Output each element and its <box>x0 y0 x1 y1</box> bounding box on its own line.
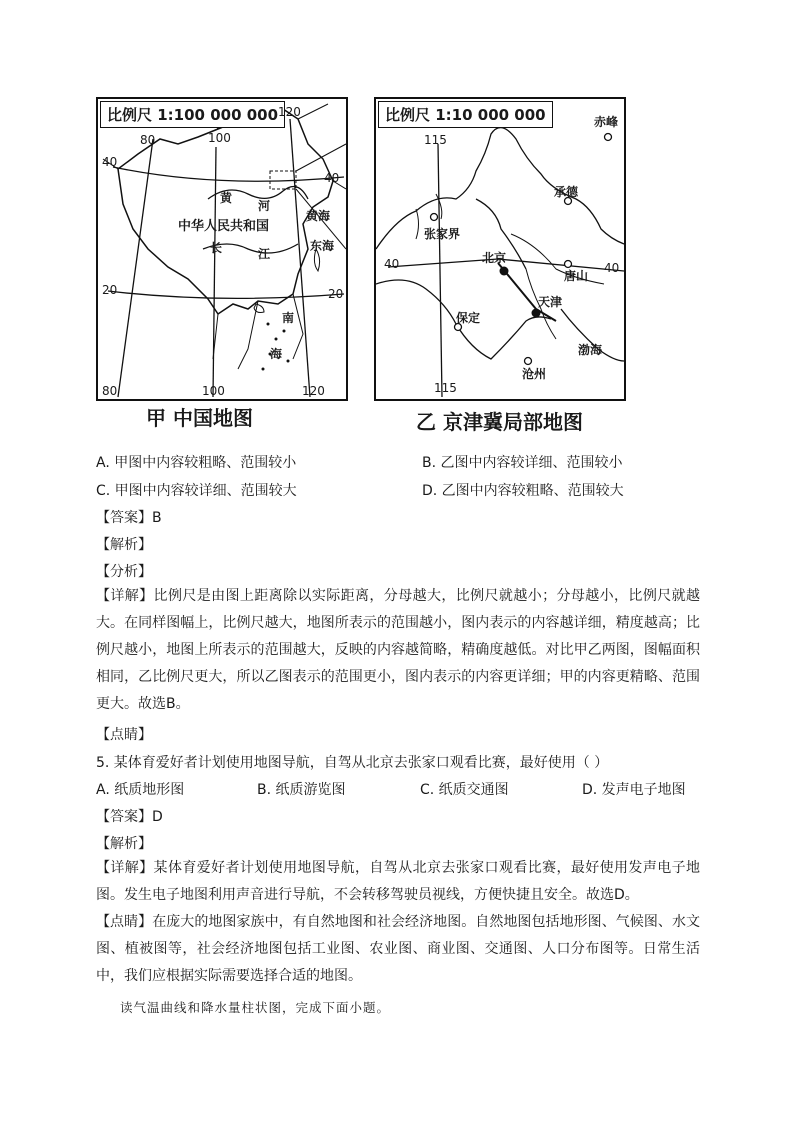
lat-label: 20 <box>328 287 344 301</box>
label-chang: 长 <box>210 241 223 255</box>
map-china-scale: 比例尺 1:100 000 000 <box>100 101 285 128</box>
label-prc: 中华人民共和国 <box>178 219 270 234</box>
label-jiang: 江 <box>258 247 271 261</box>
q5-option-d: D. 发声电子地图 <box>582 782 686 798</box>
map-china <box>96 97 348 401</box>
q4-option-a: A. 甲图中内容较粗略、范围较小 <box>96 455 297 471</box>
city-chengde: 承德 <box>554 185 579 199</box>
next-section-intro: 读气温曲线和降水量柱状图，完成下面小题。 <box>120 1000 391 1015</box>
label-yellow-sea: 黄海 <box>306 209 331 223</box>
q5-jiexi: 【解析】 <box>96 836 152 852</box>
q5-option-c: C. 纸质交通图 <box>420 782 509 798</box>
lat-label: 40 <box>324 171 340 185</box>
label-hai: 海 <box>270 347 283 361</box>
q5-option-a: A. 纸质地形图 <box>96 782 185 798</box>
lon-label: 120 <box>302 384 325 398</box>
lon-label: 120 <box>278 105 301 119</box>
city-tangshan: 唐山 <box>564 269 589 283</box>
lon-label: 80 <box>140 133 156 147</box>
lat-label: 40 <box>102 155 118 169</box>
map-jjj-scale: 比例尺 1:10 000 000 <box>378 101 553 128</box>
q5-detail: 【详解】某体育爱好者计划使用地图导航，自驾从北京去张家口观看比赛，最好使用发声电子地图。发生电子地图利用声音进行导航，不会转移驾驶员视线，方便快捷且安全。故选D。 <box>96 860 700 903</box>
city-tianjin: 天津 <box>538 295 563 309</box>
label-huang: 黄 <box>220 191 233 205</box>
map-jjj <box>374 97 626 401</box>
city-chifeng: 赤峰 <box>594 115 619 129</box>
city-cangzhou: 沧州 <box>522 367 547 381</box>
label-east-sea: 东海 <box>310 239 335 253</box>
q4-dianjing: 【点睛】 <box>96 727 152 743</box>
city-zhangjiajie: 张家界 <box>424 227 461 241</box>
lon-label: 115 <box>424 133 447 147</box>
q5-stem: 5. 某体育爱好者计划使用地图导航，自驾从北京去张家口观看比赛，最好使用（ ） <box>96 755 609 771</box>
q4-answer: 【答案】B <box>96 510 162 526</box>
q4-option-d: D. 乙图中内容较粗略、范围较大 <box>422 483 624 499</box>
lat-label: 40 <box>604 261 620 275</box>
q4-option-c: C. 甲图中内容较详细、范围较大 <box>96 483 297 499</box>
q4-fenxi: 【分析】 <box>96 564 152 580</box>
q4-detail: 【详解】比例尺是由图上距离除以实际距离，分母越大，比例尺就越小；分母越小，比例尺就越大。在同样图幅上，比例尺越大，地图所表示的范围越小，图内表示的内容越详细，精度越高；比例尺越小，地图上所表示的范围越大，反映的内容越简略，精确度越低。对比甲乙两图，图幅面积相同，乙比例尺更大，所以乙图表示的范围更小，图内表示的内容更详细；甲的内容更精略、范围更大。故选B。 <box>96 588 700 712</box>
q4-jiexi: 【解析】 <box>96 537 152 553</box>
lon-label: 115 <box>434 381 457 395</box>
label-bohai: 渤海 <box>578 343 603 357</box>
lat-label: 40 <box>384 257 400 271</box>
q5-option-b: B. 纸质游览图 <box>257 782 346 798</box>
label-nan: 南 <box>282 311 295 325</box>
map-jjj-caption: 乙 京津冀局部地图 <box>416 410 583 434</box>
lon-label: 80 <box>102 384 118 398</box>
lat-label: 20 <box>102 283 118 297</box>
lon-label: 100 <box>202 384 225 398</box>
map-china-caption: 甲 中国地图 <box>146 406 253 430</box>
q4-option-b: B. 乙图中内容较详细、范围较小 <box>422 455 623 471</box>
lon-label: 100 <box>208 131 231 145</box>
city-baoding: 保定 <box>456 311 481 325</box>
label-he: 河 <box>258 199 271 213</box>
q5-answer: 【答案】D <box>96 809 163 825</box>
q5-dianjing: 【点睛】在庞大的地图家族中，有自然地图和社会经济地图。自然地图包括地形图、气候图、水文图、植被图等，社会经济地图包括工业图、农业图、商业图、交通图、人口分布图等。日常生活中，我们应根据实际需要选择合适的地图。 <box>96 914 700 984</box>
city-beijing: 北京 <box>482 251 507 265</box>
